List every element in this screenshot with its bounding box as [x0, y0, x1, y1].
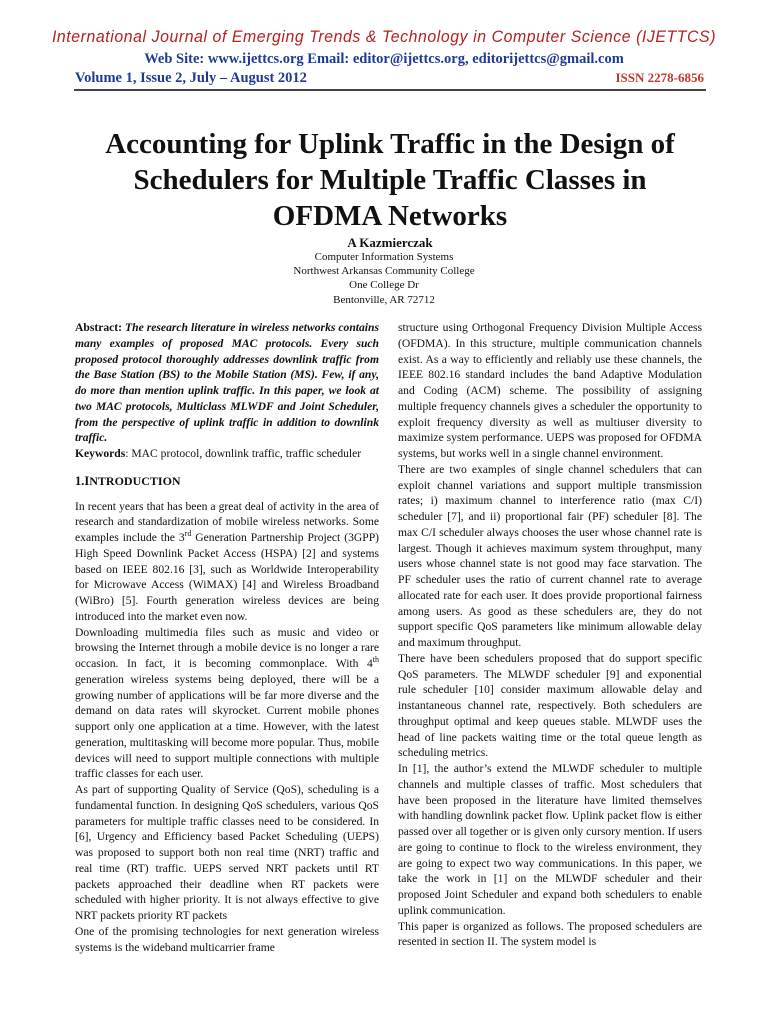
affiliation-line: Computer Information Systems [314, 251, 454, 263]
section-heading-introduction [75, 474, 379, 490]
paragraph: As part of supporting Quality of Service (QoS), scheduling is a fundamental function. In designing QoS schedulers, various QoS parameters for multiple traffic classes need to be considered. In [6], Urgency and Efficiency based Packet Scheduling (UEPS) was proposed to support both non real time (NRT) traffic and real time (RT) traffic. UEPS served NRT packets until RT packets approached their deadline when RT packets were scheduled with higher priority. It is not always effective to give NRT packets priority RT packets [75, 783, 379, 922]
journal-name: International Journal of Emerging Trends & Technology in Computer Science (IJETTCS) [51, 28, 717, 46]
journal-website: Web Site: www.ijettcs.org Email: editor@ijettcs.org, editorijettcs@gmail.com [144, 51, 624, 67]
affiliation-line: Northwest Arkansas Community College [293, 265, 475, 278]
author-name: A Kazmierczak [347, 235, 433, 250]
affiliation-line: Bentonville, AR 72712 [333, 293, 435, 306]
paragraph: structure using Orthogonal Frequency Division Multiple Access (OFDMA). In this structure, multiple communication channels exist. As a way to efficiently and reliably use these channels, the IEEE 802.16 standard includes the band Adaptive Modulation and Coding (ACM) scheme. The possibility of assigning multiple frequency channels gives a scheduler the opportunity to exploit frequency diversity as well as multiuser diversity to maximize system performance. UEPS was proposed for OFDMA systems, but works well in a single channel environment. [398, 321, 702, 460]
paragraph: In recent years that has been a great deal of activity in the area of research and standardization of mobile wireless networks. Some examples include the 3rd Generation Partnership Project (3GPP) High Speed Downlink Packet Access (HSPA) [2] and systems based on IEEE 802.16 [3], such as Worldwide Interoperability for Microwave Access (WiMAX) [4] and Wireless Broadband (WiBro) [5]. Fourth generation wireless devices are being introduced into the market even now. [75, 499, 379, 623]
issn: ISSN 2278-6856 [615, 70, 704, 85]
section-initial: I [84, 473, 90, 488]
affiliation-line: One College Dr [349, 279, 419, 292]
paragraph: There have been schedulers proposed that do support specific QoS parameters. The MLWDF scheduler [9] and exponential rule scheduler [10] consider maximum allowable delay and instantaneous channel rate, respectively. Both schedulers are throughput optimal and keep queues stable. MLWDF uses the head of line packets waiting time or the total queue length as scheduling metrics. [398, 651, 702, 760]
header-rule [74, 89, 706, 91]
abstract-text: The research literature in wireless networks contains many examples of proposed MAC protocols. Every such proposed protocol thoroughly addresses downlink traffic from the Base Station (BS) to the Mobile Station (MS). Few, if any, do more than mention uplink traffic. In this paper, we look at two MAC protocols, Multiclass MLWDF and Joint Scheduler, from the perspective of uplink traffic in addition to downlink traffic. [75, 321, 379, 445]
paper-title: Accounting for Uplink Traffic in the Design of Schedulers for Multiple Traffic Classes in OFDMA Networks [105, 128, 675, 232]
right-column [398, 320, 702, 950]
author-affiliation [0, 250, 768, 307]
paragraph: In [1], the author’s extend the MLWDF scheduler to multiple channels and multiple classes of traffic. Most schedulers that have been proposed in the literature have limited themselves with handling downlink packet flow. Uplink packet flow is either passed over all together or is given only cursory mention. If users are going to continue to flock to the wireless environment, they are going to expect two way communications. In this paper, we take the work in [1] on the MLWDF scheduler and their proposed Joint Scheduler and expand both schedulers to enable uplink communication. [398, 762, 702, 917]
keywords [75, 446, 379, 462]
paragraph: One of the promising technologies for next generation wireless systems is the wideband multicarrier frame [75, 924, 379, 954]
volume-issue: Volume 1, Issue 2, July – August 2012 [75, 70, 307, 86]
paragraph: This paper is organized as follows. The proposed schedulers are resented in section II. The system model is [398, 919, 702, 949]
section-number: 1. [75, 473, 85, 488]
keywords-text: : MAC protocol, downlink traffic, traffic scheduler [125, 447, 362, 460]
section-title-rest: NTRODUCTION [89, 473, 181, 488]
paragraph: There are two examples of single channel schedulers that can exploit channel variations and support multiple transmission rates; i) maximum channel to interference ratio (max C/I) scheduler [7], and ii) proportional fair (PF) scheduler [8]. The max C/I scheduler always chooses the user whose channel rate is largest. Though it achieves maximum system throughput, many users whose channel state is not good may face starvation. The PF scheduler uses the ratio of current channel rate to average allocated rate for each user. It does provide proportional fairness among users. As good as these schedulers are, they do not support specific QoS parameters like minimum allowable delay and maximum throughput. [398, 462, 702, 649]
abstract [75, 320, 379, 446]
abstract-label: Abstract: [75, 321, 123, 334]
keywords-label: Keywords [75, 447, 126, 460]
paragraph: Downloading multimedia files such as music and video or browsing the Internet through a mobile device is no longer a rare occasion. In fact, it is becoming commonplace. With 4th generation wireless systems being deployed, there will be a growing number of applications will be far more diverse and the demand on data rates will skyrocket. Current mobile phones support only one application at a time. However, with the latest generation, multitasking will become more popular. Thus, mobile devices will need to support multiple connections with multiple traffic classes for each user. [75, 625, 379, 781]
left-column [75, 320, 379, 955]
